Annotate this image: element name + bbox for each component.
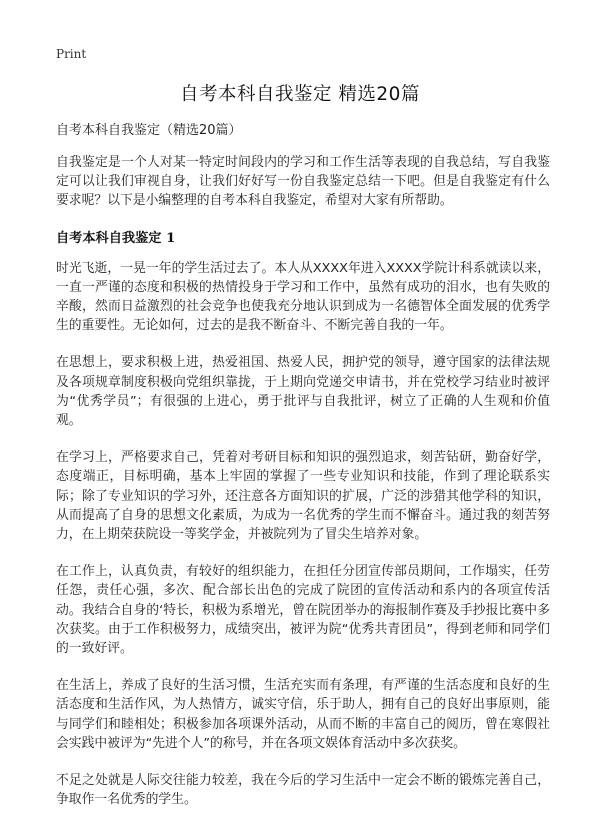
paragraph-2: 在思想上，要求积极上进，热爱祖国、热爱人民，拥护党的领导，遵守国家的法律法规及各项规章制度积极向党组织靠拢，于上期向党递交申请书，并在党校学习结业时被评为“优秀学员”；有很强的上进心，勇于批评与自我批评，树立了正确的人生观和价值观。 xyxy=(56,355,550,429)
paragraph-5: 在生活上，养成了良好的生活习惯，生活充实而有条理，有严谨的生活态度和良好的生活态度和生活作风，为人热情方，诚实守信，乐于助人，拥有自己的良好出事原则，能与同学们和睦相处；积极参加各项课外活动，从而不断的丰富自己的阅历，曾在寒假社会实践中被评为“先进个人”的称号，并在各项文娱体育活动中多次获奖。 xyxy=(56,678,550,751)
paragraph-4: 在工作上，认真负责，有较好的组织能力，在担任分团宣传部员期间，工作塌实，任劳任怨，责任心强，多次、配合部长出色的完成了院团的宣传活动和系内的各项宣传活动。我结合自身的‘特长，积极为系增光，曾在院团举办的海报制作赛及手抄报比赛中多次获奖。由于工作积极努力，成绩突出，被评为院“优秀共青团员”，得到老师和同学们的一致好评。 xyxy=(56,564,550,657)
article-body xyxy=(56,121,550,827)
intro-paragraph: 自我鉴定是一个人对某一特定时间段内的学习和工作生活等表现的自我总结，写自我鉴定可以让我们审视自身，让我们好好写一份自我鉴定总结一下吧。但是自我鉴定有什么要求呢？以下是小编整理的自考本科自我鉴定，希望对大家有所帮助。 xyxy=(56,155,550,209)
page-title: 自考本科自我鉴定 精选20篇 xyxy=(180,84,420,105)
section-heading: 自考本科自我鉴定 1 xyxy=(56,230,176,246)
article-subtitle: 自考本科自我鉴定（精选20篇） xyxy=(56,123,242,138)
paragraph-3: 在学习上，严格要求自己，凭着对考研目标和知识的强烈追求，刻苦钻研，勤奋好学，态度端正，目标明确，基本上牢固的掌握了一些专业知识和技能，作到了理论联系实际；除了专业知识的学习外，还注意各方面知识的扩展，广泛的涉猎其他学科的知识，从而提高了自身的思想文化素质，为成为一名优秀的学生而不懈奋斗。通过我的刻苦努力，在上期荣获院设一等奖学金，并被院列为了冒尖生培养对象。 xyxy=(56,450,550,543)
paragraph-1: 时光飞逝，一晃一年的学生活过去了。本人从XXXX年进入XXXX学院计科系就读以来，一直一严谨的态度和积极的热情投身于学习和工作中，虽然有成功的泪水，也有失败的辛酸，然而日益激烈的社会竞争也使我充分地认识到成为一名德智体全面发展的优秀学生的重要性。无论如何，过去的是我不断奋斗、不断完善自我的一年。 xyxy=(56,260,550,334)
print-link[interactable]: Print xyxy=(56,47,87,61)
paragraph-6: 不足之处就是人际交往能力较差，我在今后的学习生活中一定会不断的锻炼完善自己，争取作一名优秀的学生。 xyxy=(56,773,550,808)
